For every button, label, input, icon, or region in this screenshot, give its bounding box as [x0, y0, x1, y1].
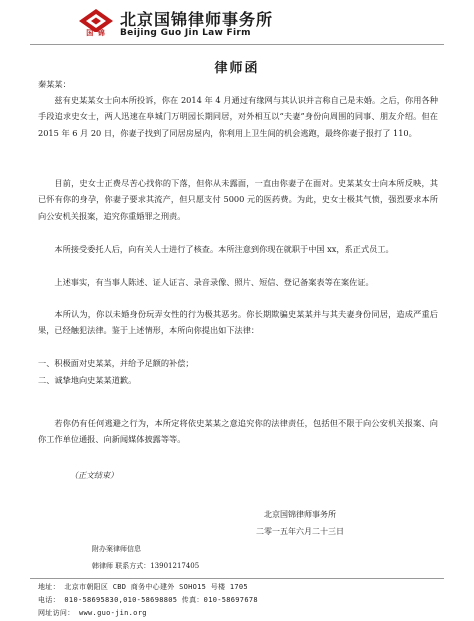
request-item-1: 一、积极面对史某某，并给予足额的补偿； [38, 358, 194, 368]
footer-divider [30, 578, 444, 579]
logo-text: 国 锦 [86, 29, 106, 37]
footer-phone: 电话： 010-58695830,010-58698805 传真：010-58697678 [38, 596, 258, 604]
footer-address: 地址： 北京市朝阳区 CBD 商务中心建外 SOHO15 号楼 1705 [38, 583, 248, 591]
document-title: 律师函 [214, 61, 260, 76]
signature-date: 二零一五年六月二十三日 [256, 527, 344, 536]
footer-website: 网址访问： www.guo-jin.org [38, 609, 147, 617]
paragraph-4: 上述事实，有当事人陈述、证人证言、录音录像、照片、短信、登记备案表等在案佐证。 [54, 277, 374, 287]
salutation: 秦某某： [38, 79, 71, 89]
lawyer-contact: 韩律师 联系方式：13901217405 [92, 562, 200, 570]
paragraph-1: 兹有史某某女士向本所投诉，你在 2014 年 4 月通过有缘网与其认识并言称自己是未婚。之后，你用各种手段追求史女士，两人迅速在阜城门万明园长期同居，对外相互以“夫妻”身份向周围的同事、朋友介绍。但在 2015 年 6 月 20 日，你妻子找到了同居房屋内，你利用上卫生间的机会逃跑，最终你妻子报打了 110。 [38, 95, 438, 138]
signature-firm: 北京国锦律师事务所 [264, 510, 336, 519]
paragraph-6: 若你仍有任何逃避之行为，本所定将依史某某之意追究你的法律责任，包括但不限于向公安机关报案、向你工作单位通报、向新闻媒体披露等等。 [38, 418, 438, 445]
paragraph-2: 目前，史女士正费尽苦心找你的下落，但你从未露面，一直由你妻子在面对。史某某女士向本所反映，其已怀有你的身孕，你妻子要求其流产，但只愿支付 5000 元的医药费。为此，史女士极其气愤，强烈要求本所向公安机关报案，追究你重婚罪之刑责。 [38, 178, 438, 221]
firm-name-en: Beijing Guo Jin Law Firm [120, 28, 251, 38]
paragraph-5: 本所认为，你以未婚身份玩弄女性的行为极其恶劣。你长期欺骗史某某并与其夫妻身份同居，造成严重后果，已经触犯法律。鉴于上述情形，本所向你提出如下法律： [38, 309, 438, 336]
attachment-label: 附办案律师信息 [92, 545, 141, 553]
request-item-2: 二、诚挚地向史某某道歉。 [38, 375, 137, 385]
header-divider [30, 44, 444, 45]
end-of-text-mark: （正文结束） [70, 471, 118, 480]
paragraph-3: 本所接受委托人后，向有关人士进行了核查。本所注意到你现在就职于中国 xx，系正式员工。 [54, 244, 394, 254]
firm-name-cn: 北京国锦律师事务所 [120, 10, 274, 29]
